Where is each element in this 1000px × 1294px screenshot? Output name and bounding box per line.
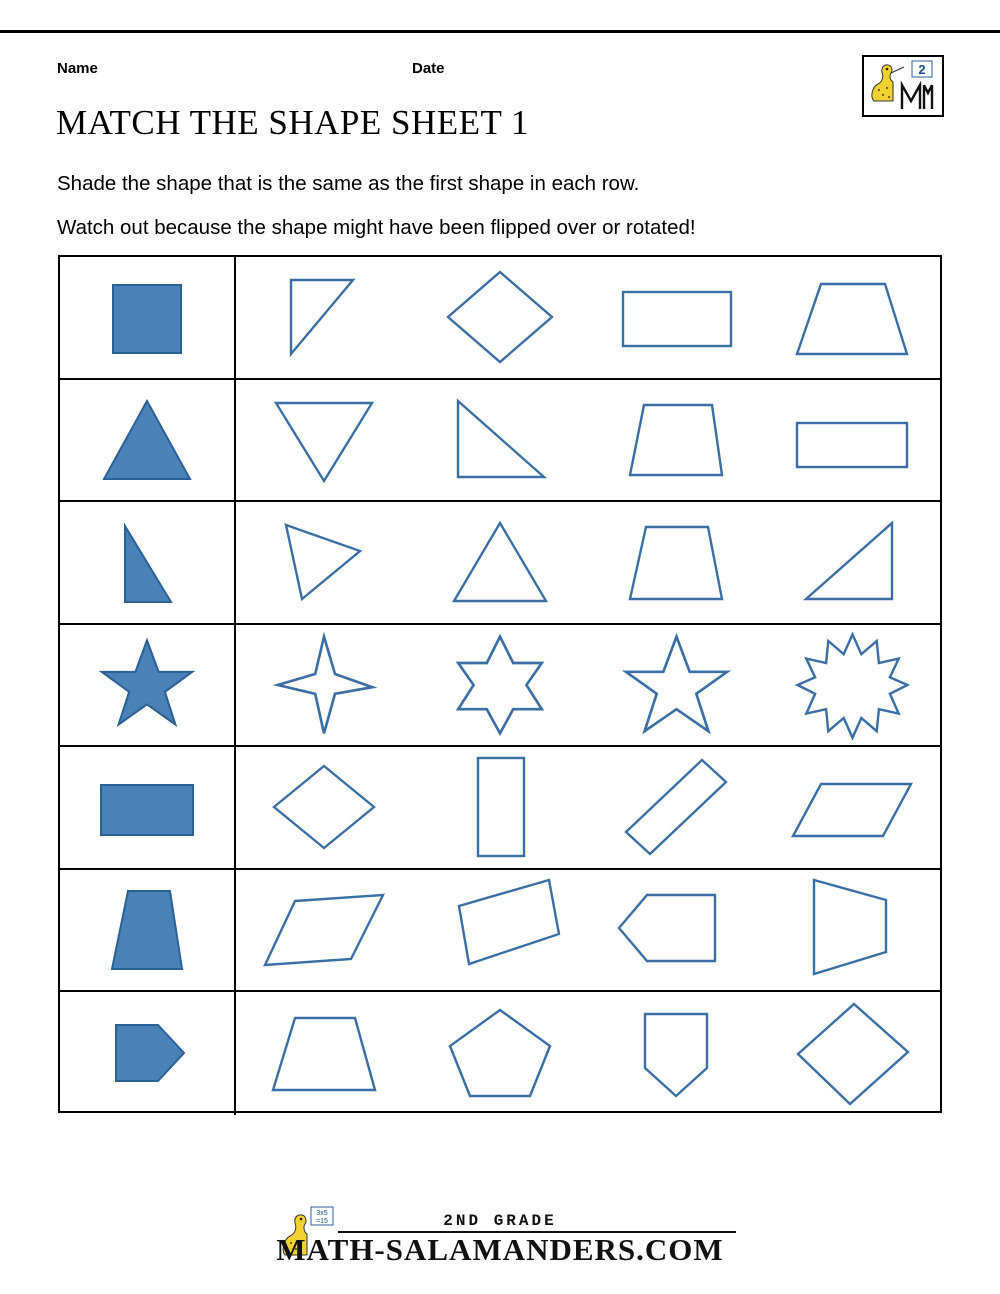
row-key-cell xyxy=(60,257,236,378)
row-key-cell xyxy=(60,992,236,1115)
footer-grade: 2ND GRADE xyxy=(443,1212,557,1230)
option-trapezoid-rotated[interactable] xyxy=(767,870,937,990)
shape-right-triangle-filled xyxy=(97,510,197,615)
instruction-line-2: Watch out because the shape might have been flipped over or rotated! xyxy=(57,216,696,239)
option-upright-rectangle[interactable] xyxy=(415,747,585,867)
option-ten-point-burst[interactable] xyxy=(767,625,937,745)
option-diamond[interactable] xyxy=(415,257,585,377)
option-right-triangle[interactable] xyxy=(239,257,409,377)
row-options-cell xyxy=(236,870,940,991)
table-row xyxy=(60,625,940,748)
math-salamanders-logo xyxy=(862,55,944,117)
svg-text:=15: =15 xyxy=(316,1218,328,1225)
option-right-triangle[interactable] xyxy=(415,380,585,500)
row-options-cell xyxy=(236,992,940,1115)
row-key-cell xyxy=(60,625,236,746)
table-row xyxy=(60,380,940,503)
instruction-line-1: Shade the shape that is the same as the first shape in each row. xyxy=(57,172,640,195)
option-rotated-right-triangle[interactable] xyxy=(239,502,409,622)
option-tilted-rectangle[interactable] xyxy=(591,747,761,867)
option-diamond[interactable] xyxy=(767,993,937,1113)
option-parallelogram[interactable] xyxy=(239,870,409,990)
row-options-cell xyxy=(236,502,940,623)
logo-badge-number: 2 xyxy=(918,62,926,77)
shape-match-grid xyxy=(58,255,942,1113)
footer-url: MATH-SALAMANDERS.COM xyxy=(276,1232,724,1267)
shape-equilateral-triangle-filled xyxy=(92,387,202,492)
option-home-plate-pentagon[interactable] xyxy=(591,993,761,1113)
option-parallelogram[interactable] xyxy=(767,747,937,867)
option-diamond[interactable] xyxy=(239,747,409,867)
row-options-cell xyxy=(236,380,940,501)
option-pentagon-sideways[interactable] xyxy=(591,870,761,990)
option-four-point-star[interactable] xyxy=(239,625,409,745)
option-pentagon[interactable] xyxy=(415,993,585,1113)
table-row xyxy=(60,870,940,993)
option-rectangle[interactable] xyxy=(591,257,761,377)
table-row xyxy=(60,747,940,870)
row-options-cell xyxy=(236,747,940,868)
table-row xyxy=(60,992,940,1115)
option-tilted-rectangle[interactable] xyxy=(415,870,585,990)
option-inverted-triangle[interactable] xyxy=(239,380,409,500)
option-rectangle[interactable] xyxy=(767,380,937,500)
option-trapezoid[interactable] xyxy=(591,380,761,500)
row-key-cell xyxy=(60,870,236,991)
option-trapezoid[interactable] xyxy=(767,257,937,377)
option-right-triangle-mirrored[interactable] xyxy=(767,502,937,622)
option-equilateral-triangle[interactable] xyxy=(415,502,585,622)
page-title: MATCH THE SHAPE SHEET 1 xyxy=(56,103,530,142)
shape-square-filled xyxy=(97,267,197,367)
shape-trapezoid-filled xyxy=(92,877,202,982)
option-trapezoid[interactable] xyxy=(239,993,409,1113)
option-trapezoid[interactable] xyxy=(591,502,761,622)
option-five-point-star[interactable] xyxy=(591,625,761,745)
row-options-cell xyxy=(236,257,940,378)
option-six-point-star[interactable] xyxy=(415,625,585,745)
table-row xyxy=(60,502,940,625)
row-key-cell xyxy=(60,380,236,501)
row-options-cell xyxy=(236,625,940,746)
date-label: Date xyxy=(412,60,445,77)
shape-five-point-star-filled xyxy=(92,632,202,737)
row-key-cell xyxy=(60,502,236,623)
top-divider xyxy=(0,30,1000,33)
shape-rectangle-filled xyxy=(87,757,207,857)
row-key-cell xyxy=(60,747,236,868)
table-row xyxy=(60,257,940,380)
svg-text:3x5: 3x5 xyxy=(316,1210,328,1217)
name-label: Name xyxy=(57,60,98,77)
shape-pentagon-sideways-filled xyxy=(92,1003,202,1103)
